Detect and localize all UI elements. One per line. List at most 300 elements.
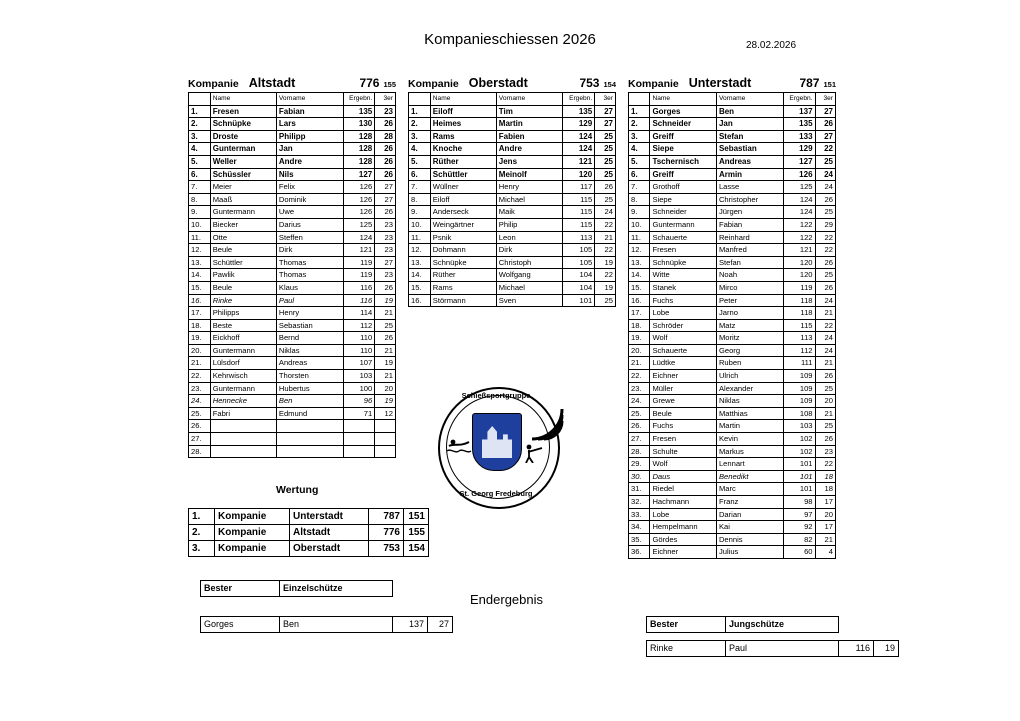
table-row bbox=[409, 193, 616, 206]
table-row bbox=[629, 483, 836, 496]
company-name: Oberstadt bbox=[468, 76, 528, 90]
table-row bbox=[629, 206, 836, 219]
cell-vorname: Henry bbox=[276, 307, 343, 320]
cell-ergebnis: 109 bbox=[784, 382, 816, 395]
table-row bbox=[629, 319, 836, 332]
cell-vorname: Alexander bbox=[716, 382, 783, 395]
table-row bbox=[629, 357, 836, 370]
table-row bbox=[409, 168, 616, 181]
bester-jung-dreier: 19 bbox=[874, 641, 899, 657]
table-row bbox=[189, 445, 396, 458]
cell-name: Fresen bbox=[210, 105, 276, 118]
cell-dreier: 25 bbox=[815, 382, 835, 395]
cell-rank: 13. bbox=[629, 256, 650, 269]
cell-vorname: Sebastian bbox=[716, 143, 783, 156]
cell-dreier: 21 bbox=[595, 231, 616, 244]
cell-rank: 32. bbox=[629, 496, 650, 509]
cell-ergebnis: 110 bbox=[343, 332, 375, 345]
table-row bbox=[189, 130, 396, 143]
table-row bbox=[189, 193, 396, 206]
cell-name: Witte bbox=[650, 269, 717, 282]
cell-name: Biecker bbox=[210, 218, 276, 231]
col-header-vorname: Vorname bbox=[716, 93, 783, 106]
company-total: 753 bbox=[579, 76, 600, 90]
cell-name: Otte bbox=[210, 231, 276, 244]
cell-name: Schüssler bbox=[210, 168, 276, 181]
cell-dreier: 24 bbox=[815, 181, 835, 194]
wertung-row bbox=[189, 509, 429, 525]
cell-dreier: 24 bbox=[815, 344, 835, 357]
cell-vorname: Jens bbox=[496, 155, 563, 168]
wertung-block bbox=[188, 508, 429, 557]
cell-rank: 31. bbox=[629, 483, 650, 496]
cell-rank: 9. bbox=[629, 206, 650, 219]
table-row bbox=[629, 521, 836, 534]
cell-name: Störmann bbox=[430, 294, 496, 307]
table-row bbox=[189, 420, 396, 433]
cell-dreier: 18 bbox=[815, 470, 835, 483]
cell-ergebnis: 109 bbox=[784, 370, 816, 383]
cell-vorname: Moritz bbox=[716, 332, 783, 345]
club-logo bbox=[416, 385, 576, 510]
cell-rank: 11. bbox=[189, 231, 211, 244]
cell-name: Guntermann bbox=[210, 206, 276, 219]
cell-ergebnis: 128 bbox=[343, 155, 375, 168]
cell-dreier: 29 bbox=[815, 218, 835, 231]
cell-dreier: 18 bbox=[815, 483, 835, 496]
cell-rank: 21. bbox=[189, 357, 211, 370]
cell-rank: 22. bbox=[629, 370, 650, 383]
cell-rank: 3. bbox=[409, 130, 431, 143]
table-row bbox=[189, 155, 396, 168]
table-row bbox=[629, 105, 836, 118]
cell-dreier: 26 bbox=[375, 118, 396, 131]
table-row bbox=[629, 143, 836, 156]
cell-name: Guntermann bbox=[210, 344, 276, 357]
table-row bbox=[409, 206, 616, 219]
cell-rank: 6. bbox=[629, 168, 650, 181]
cell-rank: 8. bbox=[409, 193, 431, 206]
cell-vorname: Paul bbox=[276, 294, 343, 307]
bester-jung-ergebnis: 116 bbox=[839, 641, 874, 657]
table-row bbox=[629, 470, 836, 483]
cell-vorname: Jürgen bbox=[716, 206, 783, 219]
cell-dreier: 21 bbox=[815, 533, 835, 546]
cell-dreier: 21 bbox=[815, 407, 835, 420]
table-row bbox=[629, 508, 836, 521]
cell-vorname: Thomas bbox=[276, 269, 343, 282]
cell-dreier: 21 bbox=[375, 370, 396, 383]
company-subtotal: 155 bbox=[383, 80, 396, 89]
cell-ergebnis: 121 bbox=[563, 155, 595, 168]
col-header-vorname: Vorname bbox=[496, 93, 563, 106]
cell-dreier: 25 bbox=[815, 206, 835, 219]
cell-ergebnis: 104 bbox=[563, 269, 595, 282]
cell-vorname: Kai bbox=[716, 521, 783, 534]
table-row bbox=[629, 130, 836, 143]
cell-name: Tschernisch bbox=[650, 155, 717, 168]
cell-dreier: 19 bbox=[375, 294, 396, 307]
cell-dreier: 27 bbox=[595, 105, 616, 118]
cell-vorname: Philip bbox=[496, 218, 563, 231]
logo-swimmer-icon bbox=[446, 437, 472, 455]
cell-name: Siepe bbox=[650, 193, 717, 206]
table-row bbox=[189, 407, 396, 420]
cell-vorname: Dirk bbox=[496, 244, 563, 257]
cell-ergebnis: 101 bbox=[784, 470, 816, 483]
cell-rank: 4. bbox=[409, 143, 431, 156]
cell-dreier: 25 bbox=[595, 155, 616, 168]
cell-name: Schulte bbox=[650, 445, 717, 458]
cell-rank: 2. bbox=[189, 118, 211, 131]
cell-vorname: Manfred bbox=[716, 244, 783, 257]
cell-vorname: Fabien bbox=[496, 130, 563, 143]
table-row bbox=[189, 395, 396, 408]
cell-rank: 1. bbox=[629, 105, 650, 118]
cell-vorname: Dominik bbox=[276, 193, 343, 206]
cell-rank: 14. bbox=[189, 269, 211, 282]
table-row bbox=[189, 168, 396, 181]
wertung-row bbox=[189, 525, 429, 541]
cell-rank: 18. bbox=[189, 319, 211, 332]
cell-rank: 9. bbox=[409, 206, 431, 219]
cell-ergebnis: 125 bbox=[343, 218, 375, 231]
cell-ergebnis bbox=[343, 420, 375, 433]
table-row bbox=[409, 155, 616, 168]
cell-dreier: 25 bbox=[815, 420, 835, 433]
cell-dreier: 22 bbox=[815, 231, 835, 244]
cell-dreier: 21 bbox=[375, 307, 396, 320]
cell-dreier: 19 bbox=[375, 395, 396, 408]
table-row bbox=[189, 307, 396, 320]
cell-dreier: 27 bbox=[815, 130, 835, 143]
cell-vorname: Tim bbox=[496, 105, 563, 118]
cell-vorname: Armin bbox=[716, 168, 783, 181]
cell-ergebnis: 98 bbox=[784, 496, 816, 509]
cell-dreier: 26 bbox=[595, 181, 616, 194]
cell-ergebnis: 122 bbox=[784, 231, 816, 244]
cell-vorname: Andre bbox=[276, 155, 343, 168]
cell-dreier: 17 bbox=[815, 496, 835, 509]
cell-name: Gorges bbox=[650, 105, 717, 118]
wertung-table bbox=[188, 508, 429, 557]
cell-vorname: Andreas bbox=[716, 155, 783, 168]
cell-ergebnis: 121 bbox=[784, 244, 816, 257]
col-header-rank bbox=[409, 93, 431, 106]
cell-vorname: Wolfgang bbox=[496, 269, 563, 282]
cell-name: Heimes bbox=[430, 118, 496, 131]
cell-name: Daus bbox=[650, 470, 717, 483]
cell-rank: 17. bbox=[189, 307, 211, 320]
cell-ergebnis: 135 bbox=[784, 118, 816, 131]
cell-ergebnis: 101 bbox=[563, 294, 595, 307]
table-row bbox=[629, 244, 836, 257]
cell-dreier: 26 bbox=[375, 206, 396, 219]
col-header-ergebnis: Ergebn. bbox=[784, 93, 816, 106]
table-row bbox=[629, 420, 836, 433]
cell-dreier: 19 bbox=[595, 281, 616, 294]
cell-ergebnis: 101 bbox=[784, 483, 816, 496]
cell-rank: 30. bbox=[629, 470, 650, 483]
cell-rank: 14. bbox=[629, 269, 650, 282]
cell-rank: 14. bbox=[409, 269, 431, 282]
cell-dreier: 22 bbox=[595, 218, 616, 231]
cell-vorname: Meinolf bbox=[496, 168, 563, 181]
cell-dreier: 22 bbox=[815, 244, 835, 257]
cell-rank: 35. bbox=[629, 533, 650, 546]
table-row bbox=[409, 130, 616, 143]
table-row bbox=[189, 118, 396, 131]
cell-ergebnis: 129 bbox=[563, 118, 595, 131]
bester-jung-name: Rinke bbox=[647, 641, 726, 657]
cell-vorname: Matthias bbox=[716, 407, 783, 420]
cell-name: Eichner bbox=[650, 370, 717, 383]
cell-ergebnis: 124 bbox=[784, 193, 816, 206]
cell-name: Fuchs bbox=[650, 294, 717, 307]
cell-dreier: 23 bbox=[375, 231, 396, 244]
cell-vorname: Maik bbox=[496, 206, 563, 219]
cell-dreier: 26 bbox=[375, 168, 396, 181]
cell-rank: 2. bbox=[409, 118, 431, 131]
cell-ergebnis: 135 bbox=[563, 105, 595, 118]
company-header bbox=[188, 76, 396, 92]
cell-dreier: 26 bbox=[815, 256, 835, 269]
cell-name: Beule bbox=[210, 281, 276, 294]
cell-vorname: Sebastian bbox=[276, 319, 343, 332]
logo-shooter-icon bbox=[520, 443, 546, 463]
table-header-row bbox=[409, 93, 616, 106]
cell-name: Grewe bbox=[650, 395, 717, 408]
cell-ergebnis: 103 bbox=[343, 370, 375, 383]
cell-dreier: 28 bbox=[375, 130, 396, 143]
company-block-oberstadt bbox=[408, 76, 616, 307]
table-row bbox=[629, 155, 836, 168]
cell-name: Rinke bbox=[210, 294, 276, 307]
col-header-name: Name bbox=[430, 93, 496, 106]
table-row bbox=[409, 105, 616, 118]
cell-name: Lüdtke bbox=[650, 357, 717, 370]
cell-name: Weller bbox=[210, 155, 276, 168]
cell-ergebnis: 108 bbox=[784, 407, 816, 420]
cell-dreier: 17 bbox=[815, 521, 835, 534]
cell-name: Fabri bbox=[210, 407, 276, 420]
cell-vorname: Andre bbox=[496, 143, 563, 156]
cell-name: Rams bbox=[430, 130, 496, 143]
cell-rank: 23. bbox=[189, 382, 211, 395]
cell-rank: 10. bbox=[189, 218, 211, 231]
cell-ergebnis: 130 bbox=[343, 118, 375, 131]
wertung-row bbox=[189, 541, 429, 557]
cell-vorname: Uwe bbox=[276, 206, 343, 219]
cell-vorname: Fabian bbox=[716, 218, 783, 231]
cell-rank: 15. bbox=[409, 281, 431, 294]
cell-dreier: 21 bbox=[375, 344, 396, 357]
cell-name: Wolf bbox=[650, 458, 717, 471]
col-header-ergebnis: Ergebn. bbox=[343, 93, 375, 106]
cell-rank: 26. bbox=[189, 420, 211, 433]
cell-vorname: Hubertus bbox=[276, 382, 343, 395]
cell-ergebnis: 137 bbox=[784, 105, 816, 118]
bester-jungschuetze-header bbox=[646, 616, 839, 633]
company-table bbox=[628, 92, 836, 559]
cell-vorname: Benedikt bbox=[716, 470, 783, 483]
cell-dreier: 19 bbox=[595, 256, 616, 269]
col-header-name: Name bbox=[210, 93, 276, 106]
cell-name: Dohmann bbox=[430, 244, 496, 257]
cell-vorname: Felix bbox=[276, 181, 343, 194]
cell-vorname: Thomas bbox=[276, 256, 343, 269]
wertung-name: Unterstadt bbox=[290, 509, 369, 525]
cell-ergebnis: 97 bbox=[784, 508, 816, 521]
table-row bbox=[409, 143, 616, 156]
table-row bbox=[189, 181, 396, 194]
wertung-rank: 1. bbox=[189, 509, 215, 525]
cell-vorname: Fabian bbox=[276, 105, 343, 118]
cell-name: Schneider bbox=[650, 206, 717, 219]
cell-dreier: 23 bbox=[375, 244, 396, 257]
cell-rank: 4. bbox=[629, 143, 650, 156]
cell-dreier: 21 bbox=[815, 357, 835, 370]
cell-ergebnis: 107 bbox=[343, 357, 375, 370]
cell-rank: 12. bbox=[189, 244, 211, 257]
cell-dreier: 25 bbox=[815, 269, 835, 282]
cell-rank: 11. bbox=[629, 231, 650, 244]
cell-name: Schneider bbox=[650, 118, 717, 131]
table-row bbox=[189, 256, 396, 269]
cell-dreier: 24 bbox=[815, 332, 835, 345]
cell-dreier: 22 bbox=[595, 269, 616, 282]
cell-rank: 16. bbox=[189, 294, 211, 307]
cell-ergebnis: 103 bbox=[784, 420, 816, 433]
cell-name: Hempelmann bbox=[650, 521, 717, 534]
wertung-rank: 3. bbox=[189, 541, 215, 557]
cell-rank: 26. bbox=[629, 420, 650, 433]
cell-rank: 28. bbox=[189, 445, 211, 458]
cell-name: Stanek bbox=[650, 281, 717, 294]
cell-vorname: Dennis bbox=[716, 533, 783, 546]
company-label: Kompanie bbox=[628, 78, 679, 90]
cell-ergebnis: 124 bbox=[784, 206, 816, 219]
cell-ergebnis: 120 bbox=[563, 168, 595, 181]
cell-name: Maaß bbox=[210, 193, 276, 206]
cell-name: Greiff bbox=[650, 168, 717, 181]
cell-name: Knoche bbox=[430, 143, 496, 156]
cell-name: Pawlik bbox=[210, 269, 276, 282]
bester-einzelschuetze-row bbox=[200, 616, 453, 633]
cell-vorname: Jarno bbox=[716, 307, 783, 320]
cell-vorname: Reinhard bbox=[716, 231, 783, 244]
table-row bbox=[189, 294, 396, 307]
cell-vorname: Markus bbox=[716, 445, 783, 458]
cell-name: Schüttler bbox=[430, 168, 496, 181]
endergebnis-label: Endergebnis bbox=[470, 592, 543, 607]
table-row bbox=[629, 307, 836, 320]
table-row bbox=[409, 281, 616, 294]
cell-ergebnis: 115 bbox=[563, 193, 595, 206]
cell-ergebnis: 127 bbox=[343, 168, 375, 181]
table-row bbox=[629, 218, 836, 231]
cell-rank: 28. bbox=[629, 445, 650, 458]
cell-ergebnis: 118 bbox=[784, 294, 816, 307]
table-row bbox=[629, 533, 836, 546]
cell-name: Beule bbox=[650, 407, 717, 420]
cell-vorname: Leon bbox=[496, 231, 563, 244]
cell-dreier: 26 bbox=[815, 433, 835, 446]
page-title: Kompanieschiessen 2026 bbox=[424, 31, 596, 48]
cell-name: Eichner bbox=[650, 546, 717, 559]
cell-rank: 1. bbox=[409, 105, 431, 118]
table-row bbox=[629, 407, 836, 420]
cell-dreier: 26 bbox=[375, 155, 396, 168]
cell-ergebnis: 101 bbox=[784, 458, 816, 471]
table-row bbox=[189, 433, 396, 446]
cell-ergebnis: 102 bbox=[784, 445, 816, 458]
cell-vorname: Martin bbox=[496, 118, 563, 131]
cell-name: Lobe bbox=[650, 508, 717, 521]
cell-dreier: 22 bbox=[595, 244, 616, 257]
company-table bbox=[188, 92, 396, 458]
cell-vorname: Bernd bbox=[276, 332, 343, 345]
company-label: Kompanie bbox=[408, 78, 459, 90]
cell-rank: 5. bbox=[409, 155, 431, 168]
bester-jung-vorname: Paul bbox=[726, 641, 839, 657]
company-header bbox=[628, 76, 836, 92]
cell-dreier: 22 bbox=[815, 319, 835, 332]
cell-rank: 6. bbox=[409, 168, 431, 181]
table-row bbox=[629, 382, 836, 395]
col-header-name: Name bbox=[650, 93, 717, 106]
cell-dreier: 4 bbox=[815, 546, 835, 559]
cell-rank: 2. bbox=[629, 118, 650, 131]
cell-ergebnis: 118 bbox=[784, 307, 816, 320]
col-header-dreier: 3er bbox=[815, 93, 835, 106]
cell-rank: 25. bbox=[189, 407, 211, 420]
table-row bbox=[409, 244, 616, 257]
cell-dreier: 22 bbox=[815, 458, 835, 471]
table-row bbox=[629, 546, 836, 559]
cell-name: Gunterman bbox=[210, 143, 276, 156]
cell-name: Philipps bbox=[210, 307, 276, 320]
table-row bbox=[409, 294, 616, 307]
cell-name: Schnüpke bbox=[210, 118, 276, 131]
table-row bbox=[189, 269, 396, 282]
table-row bbox=[629, 332, 836, 345]
cell-dreier: 25 bbox=[595, 168, 616, 181]
cell-vorname: Ben bbox=[276, 395, 343, 408]
col-header-ergebnis: Ergebn. bbox=[563, 93, 595, 106]
company-subtotal: 151 bbox=[823, 80, 836, 89]
cell-dreier: 19 bbox=[375, 357, 396, 370]
table-header-row bbox=[629, 93, 836, 106]
cell-vorname: Mirco bbox=[716, 281, 783, 294]
cell-name: Grothoff bbox=[650, 181, 717, 194]
bester-einzel-name: Gorges bbox=[201, 617, 280, 633]
cell-rank: 34. bbox=[629, 521, 650, 534]
table-row bbox=[189, 231, 396, 244]
cell-rank: 36. bbox=[629, 546, 650, 559]
cell-name: Schüttler bbox=[210, 256, 276, 269]
cell-dreier: 23 bbox=[815, 445, 835, 458]
cell-name: Lobe bbox=[650, 307, 717, 320]
cell-rank: 5. bbox=[629, 155, 650, 168]
cell-name: Müller bbox=[650, 382, 717, 395]
cell-ergebnis: 114 bbox=[343, 307, 375, 320]
cell-rank: 5. bbox=[189, 155, 211, 168]
company-subtotal: 154 bbox=[603, 80, 616, 89]
cell-vorname: Matz bbox=[716, 319, 783, 332]
cell-ergebnis: 112 bbox=[784, 344, 816, 357]
cell-dreier: 25 bbox=[595, 143, 616, 156]
